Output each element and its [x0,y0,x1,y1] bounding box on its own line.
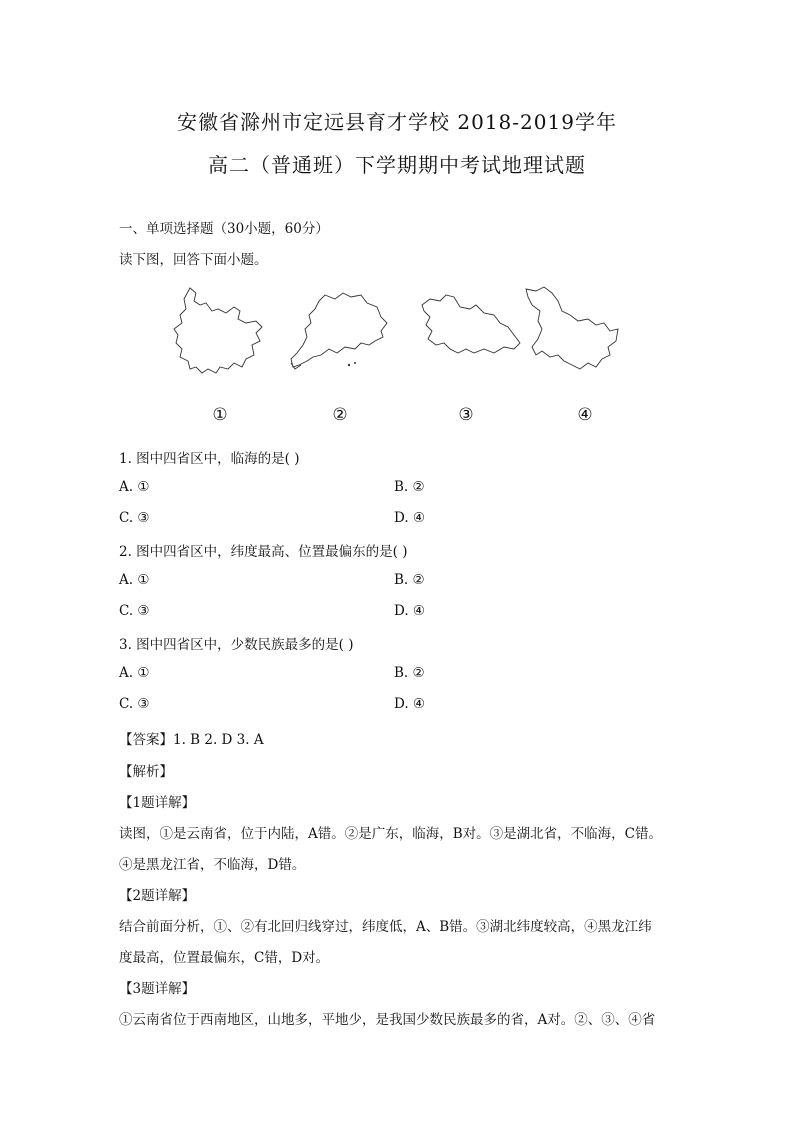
section-intro: 读下图，回答下面小题。 [119,252,268,268]
detail-1-label: 【1题详解】 [119,795,196,811]
figure-label-1: ① [212,405,228,425]
question-1-option-a: A. ① [119,479,150,495]
detail-3-label: 【3题详解】 [119,981,196,997]
question-3-stem: 3. 图中四省区中，少数民族最多的是( ) [119,637,354,653]
detail-3-text-line1: ①云南省位于西南地区，山地多，平地少，是我国少数民族最多的省，A对。②、③、④省 [119,1012,656,1028]
question-2-option-c: C. ③ [119,603,150,619]
detail-1-text-line1: 读图，①是云南省，位于内陆，A错。②是广东，临海，B对。③是湖北省，不临海，C错。 [119,826,662,842]
question-3-option-c: C. ③ [119,696,150,712]
detail-2-label: 【2题详解】 [119,888,196,904]
question-1-stem: 1. 图中四省区中，临海的是( ) [119,451,300,467]
question-3-option-d: D. ④ [394,696,426,712]
page-title-line2: 高二（普通班）下学期期中考试地理试题 [208,153,586,177]
analysis-label: 【解析】 [119,764,173,780]
detail-2-text-line1: 结合前面分析，①、②有北回归线穿过，纬度低，A、B错。③湖北纬度较高，④黑龙江纬 [119,919,652,935]
section-heading: 一、单项选择题（30小题，60分） [119,221,329,237]
hubei-map-icon [418,283,528,383]
figure-label-2: ② [332,405,348,425]
question-2-option-b: B. ② [394,572,425,588]
figure-label-3: ③ [458,405,474,425]
question-1-option-d: D. ④ [394,510,426,526]
question-1-option-c: C. ③ [119,510,150,526]
figure-label-4: ④ [577,405,593,425]
heilongjiang-map-icon [518,283,628,383]
detail-1-text-line2: ④是黑龙江省，不临海，D错。 [119,857,306,873]
province-maps-figure [160,283,630,383]
question-2-option-a: A. ① [119,572,150,588]
page-title-line1: 安徽省滁州市定远县育才学校 2018-2019学年 [177,110,617,134]
question-2-option-d: D. ④ [394,603,426,619]
detail-2-text-line2: 度最高，位置最偏东，C错，D对。 [119,950,330,966]
question-3-option-b: B. ② [394,665,425,681]
guangdong-map-icon [285,283,395,383]
answer-line: 【答案】1. B 2. D 3. A [119,732,264,748]
question-2-stem: 2. 图中四省区中，纬度最高、位置最偏东的是( ) [119,544,408,560]
yunnan-map-icon [168,283,268,383]
question-3-option-a: A. ① [119,665,150,681]
question-1-option-b: B. ② [394,479,425,495]
